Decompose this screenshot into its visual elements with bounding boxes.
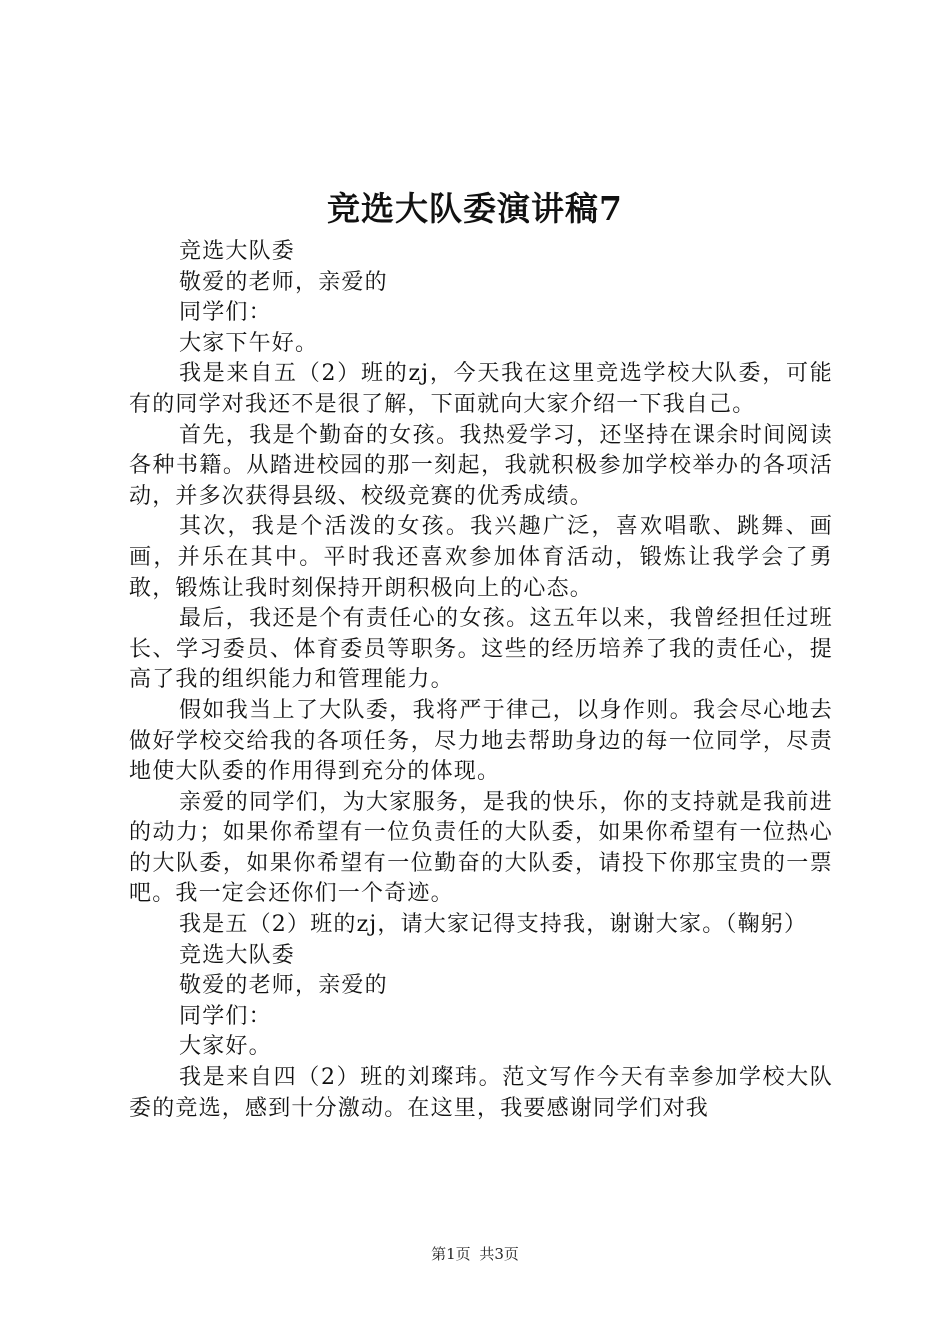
document-title: 竞选大队委演讲稿7 bbox=[327, 189, 623, 228]
paragraph: 大家好。 bbox=[179, 1034, 272, 1060]
paragraph: 假如我当上了大队委，我将严于律己，以身作则。我会尽心地去做好学校交给我的各项任务，尽力地去帮助身边的每一位同学，尽责地使大队委的作用得到充分的体现。 bbox=[129, 697, 833, 785]
paragraph: 同学们： bbox=[179, 1003, 272, 1029]
page-total: 共3页 bbox=[479, 1245, 519, 1263]
paragraph: 其次，我是个活泼的女孩。我兴趣广泛，喜欢唱歌、跳舞、画画，并乐在其中。平时我还喜欢参加体育活动，锻炼让我学会了勇敢，锻炼让我时刻保持开朗积极向上的心态。 bbox=[129, 514, 833, 601]
paragraph: 敬爱的老师，亲爱的 bbox=[179, 973, 388, 999]
document-body bbox=[129, 237, 833, 1124]
paragraph: 我是五（2）班的zj，请大家记得支持我，谢谢大家。（鞠躬） bbox=[179, 912, 808, 938]
page-number: 第1页 bbox=[431, 1245, 471, 1263]
paragraph: 最后，我还是个有责任心的女孩。这五年以来，我曾经担任过班长、学习委员、体育委员等职务。这些的经历培养了我的责任心，提高了我的组织能力和管理能力。 bbox=[129, 606, 833, 693]
paragraph: 首先，我是个勤奋的女孩。我热爱学习，还坚持在课余时间阅读各种书籍。从踏进校园的那一刻起，我就积极参加学校举办的各项活动，并多次获得县级、校级竞赛的优秀成绩。 bbox=[129, 422, 833, 509]
paragraph: 竞选大队委 bbox=[179, 942, 296, 968]
paragraph: 我是来自四（2）班的刘璨玮。范文写作今天有幸参加学校大队委的竞选，感到十分激动。在这里，我要感谢同学们对我 bbox=[129, 1065, 833, 1121]
paragraph: 大家下午好。 bbox=[179, 330, 319, 356]
paragraph: 同学们： bbox=[179, 300, 272, 326]
page-footer bbox=[0, 1244, 950, 1264]
paragraph: 我是来自五（2）班的zj，今天我在这里竞选学校大队委，可能有的同学对我还不是很了解，下面就向大家介绍一下我自己。 bbox=[129, 361, 833, 417]
paragraph: 敬爱的老师，亲爱的 bbox=[179, 269, 388, 295]
paragraph: 亲爱的同学们，为大家服务，是我的快乐，你的支持就是我前进的动力；如果你希望有一位负责任的大队委，如果你希望有一位热心的大队委，如果你希望有一位勤奋的大队委，请投下你那宝贵的一票吧。我一定会还你们一个奇迹。 bbox=[129, 789, 833, 907]
paragraph: 竞选大队委 bbox=[179, 239, 296, 264]
